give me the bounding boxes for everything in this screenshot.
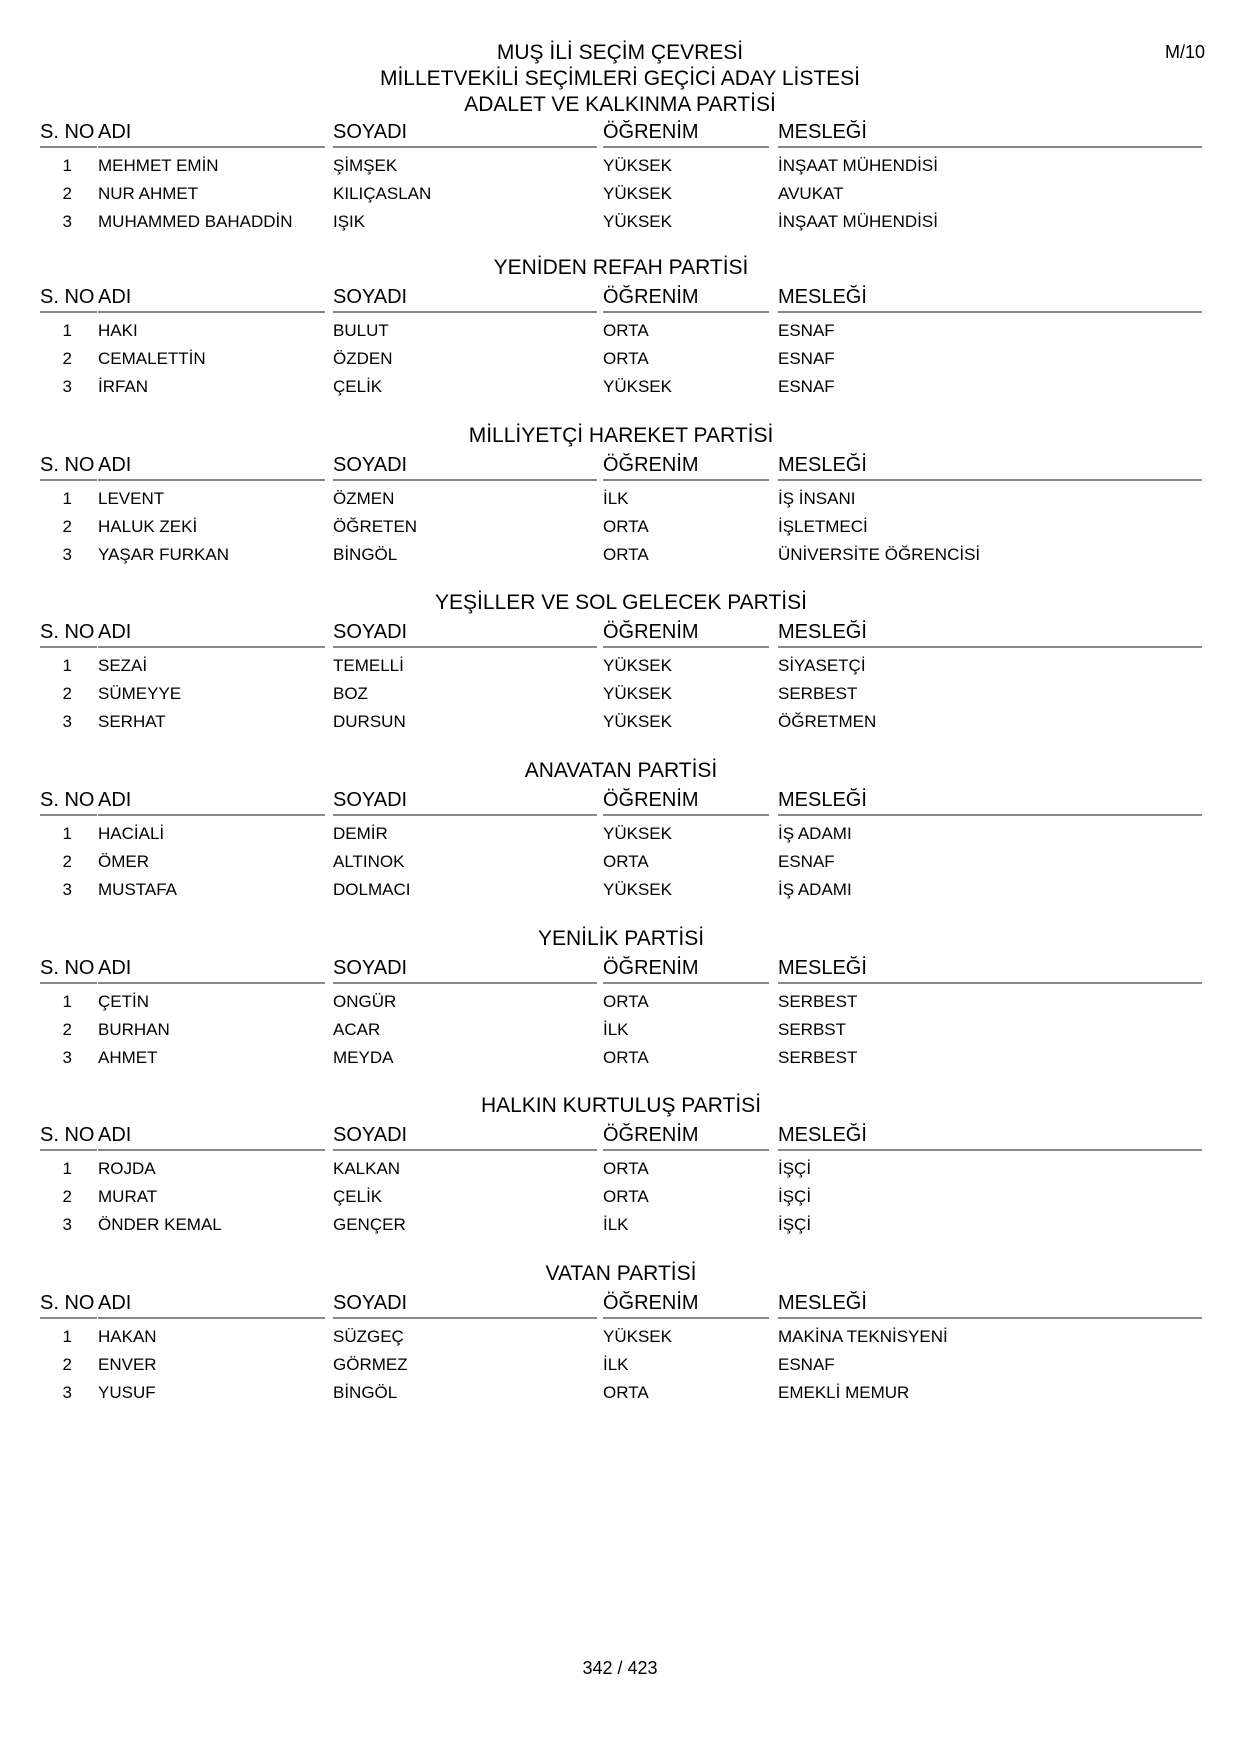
cell-sno: 1 [62, 156, 72, 175]
column-header-meslek: MESLEĞİ [778, 788, 1202, 816]
party-title: HALKIN KURTULUŞ PARTİSİ [480, 1094, 762, 1117]
cell-soyadi: SÜZGEÇ [333, 1327, 404, 1346]
table-row [40, 1048, 1202, 1070]
page-number: 342 / 423 [582, 1658, 658, 1678]
cell-soyadi: GENÇER [333, 1215, 406, 1234]
column-header-soyadi: SOYADI [333, 788, 597, 816]
table-row [40, 545, 1202, 567]
cell-ogrenim: İLK [603, 489, 629, 508]
cell-meslek: ÖĞRETMEN [778, 712, 877, 731]
table-row [40, 684, 1202, 706]
party-title: YEŞİLLER VE SOL GELECEK PARTİSİ [435, 591, 807, 614]
cell-adi: ROJDA [98, 1159, 156, 1178]
cell-adi: MUSTAFA [98, 880, 178, 899]
cell-sno: 2 [62, 1020, 72, 1039]
column-header-adi: ADI [98, 956, 325, 984]
cell-ogrenim: YÜKSEK [603, 156, 672, 175]
party-title: ANAVATAN PARTİSİ [524, 759, 718, 782]
cell-meslek: SİYASETÇİ [778, 656, 866, 675]
table-row [40, 992, 1202, 1014]
column-header-ogrenim: ÖĞRENİM [603, 453, 769, 481]
column-header-adi: ADI [98, 120, 325, 148]
cell-soyadi: ŞİMŞEK [333, 156, 398, 175]
page-code: M/10 [1164, 42, 1205, 62]
table-row [40, 880, 1202, 902]
cell-adi: CEMALETTİN [98, 349, 206, 368]
cell-ogrenim: ORTA [603, 517, 649, 536]
column-header-ogrenim: ÖĞRENİM [603, 788, 769, 816]
cell-meslek: ÜNİVERSİTE ÖĞRENCİSİ [778, 545, 981, 564]
column-header-sno: S. NO [40, 453, 97, 481]
cell-meslek: ESNAF [778, 1355, 835, 1374]
column-header-adi: ADI [98, 620, 325, 648]
cell-soyadi: BİNGÖL [333, 1383, 398, 1402]
cell-meslek: İŞ ADAMI [778, 824, 852, 843]
cell-sno: 2 [62, 1187, 72, 1206]
column-header-soyadi: SOYADI [333, 453, 597, 481]
column-header-sno: S. NO [40, 620, 97, 648]
cell-meslek: İŞ ADAMI [778, 880, 852, 899]
column-header-soyadi: SOYADI [333, 285, 597, 313]
cell-adi: YUSUF [98, 1383, 156, 1402]
cell-sno: 2 [62, 184, 72, 203]
cell-adi: MURAT [98, 1187, 158, 1206]
cell-sno: 2 [62, 517, 72, 536]
cell-meslek: EMEKLİ MEMUR [778, 1383, 910, 1402]
table-row [40, 852, 1202, 874]
table-row [40, 321, 1202, 343]
column-header-meslek: MESLEĞİ [778, 1123, 1202, 1151]
cell-ogrenim: YÜKSEK [603, 377, 672, 396]
column-header-adi: ADI [98, 1291, 325, 1319]
cell-sno: 2 [62, 349, 72, 368]
cell-soyadi: ÖZDEN [333, 349, 393, 368]
party-title: YENİDEN REFAH PARTİSİ [493, 256, 749, 279]
cell-soyadi: MEYDA [333, 1048, 394, 1067]
header-line-2: MİLLETVEKİLİ SEÇİMLERİ GEÇİCİ ADAY LİSTESİ [379, 67, 861, 90]
cell-sno: 3 [62, 1048, 72, 1067]
column-header-sno: S. NO [40, 788, 97, 816]
cell-adi: ÖNDER KEMAL [98, 1215, 222, 1234]
column-header-sno: S. NO [40, 1123, 97, 1151]
cell-ogrenim: YÜKSEK [603, 712, 672, 731]
cell-ogrenim: ORTA [603, 1159, 649, 1178]
cell-meslek: SERBST [778, 1020, 847, 1039]
cell-adi: HALUK ZEKİ [98, 517, 198, 536]
cell-soyadi: ONGÜR [333, 992, 397, 1011]
table-row [40, 1215, 1202, 1237]
document-header [0, 40, 1240, 118]
column-header-soyadi: SOYADI [333, 1291, 597, 1319]
party-title: MİLLİYETÇİ HAREKET PARTİSİ [468, 424, 774, 447]
cell-soyadi: ÖĞRETEN [333, 517, 418, 536]
cell-soyadi: KALKAN [333, 1159, 401, 1178]
cell-adi: NUR AHMET [98, 184, 199, 203]
cell-meslek: İŞÇİ [778, 1187, 812, 1206]
table-row [40, 1383, 1202, 1405]
cell-sno: 3 [62, 545, 72, 564]
cell-adi: SÜMEYYE [98, 684, 182, 703]
cell-ogrenim: YÜKSEK [603, 684, 672, 703]
cell-sno: 3 [62, 377, 72, 396]
cell-ogrenim: YÜKSEK [603, 184, 672, 203]
table-row [40, 1020, 1202, 1042]
cell-adi: HAKI [98, 321, 138, 340]
cell-meslek: İŞÇİ [778, 1215, 812, 1234]
column-header-adi: ADI [98, 788, 325, 816]
column-header-soyadi: SOYADI [333, 956, 597, 984]
cell-meslek: ESNAF [778, 321, 835, 340]
party-section [40, 1093, 1202, 1281]
column-header-adi: ADI [98, 285, 325, 313]
cell-sno: 3 [62, 880, 72, 899]
table-row [40, 1355, 1202, 1377]
cell-meslek: SERBEST [778, 992, 858, 1011]
cell-adi: YAŞAR FURKAN [98, 545, 229, 564]
column-header-meslek: MESLEĞİ [778, 620, 1202, 648]
column-header-meslek: MESLEĞİ [778, 453, 1202, 481]
table-row [40, 349, 1202, 371]
column-header-ogrenim: ÖĞRENİM [603, 285, 769, 313]
cell-adi: BURHAN [98, 1020, 170, 1039]
column-header-sno: S. NO [40, 956, 97, 984]
column-header-ogrenim: ÖĞRENİM [603, 956, 769, 984]
party-title: YENİLİK PARTİSİ [537, 927, 705, 950]
cell-sno: 1 [62, 992, 72, 1011]
cell-adi: HACİALİ [98, 824, 165, 843]
header-line-1: MUŞ İLİ SEÇİM ÇEVRESİ [496, 41, 744, 64]
cell-soyadi: BİNGÖL [333, 545, 398, 564]
column-header-meslek: MESLEĞİ [778, 285, 1202, 313]
cell-adi: ENVER [98, 1355, 157, 1374]
column-header-meslek: MESLEĞİ [778, 956, 1202, 984]
cell-adi: ÇETİN [98, 992, 149, 1011]
table-row [40, 1187, 1202, 1209]
cell-soyadi: ÇELİK [333, 377, 383, 396]
cell-ogrenim: ORTA [603, 1187, 649, 1206]
cell-ogrenim: YÜKSEK [603, 1327, 672, 1346]
table-row [40, 212, 1202, 234]
cell-adi: MEHMET EMİN [98, 156, 219, 175]
cell-meslek: İNŞAAT MÜHENDİSİ [778, 212, 938, 231]
cell-soyadi: GÖRMEZ [333, 1355, 408, 1374]
cell-sno: 3 [62, 712, 72, 731]
table-row [40, 489, 1202, 511]
cell-sno: 3 [62, 1215, 72, 1234]
cell-sno: 3 [62, 1383, 72, 1402]
cell-ogrenim: ORTA [603, 1383, 649, 1402]
column-header-sno: S. NO [40, 1291, 97, 1319]
column-header-adi: ADI [98, 1123, 325, 1151]
party-section [40, 1261, 1202, 1449]
table-row [40, 156, 1202, 178]
cell-ogrenim: YÜKSEK [603, 880, 672, 899]
cell-meslek: İŞLETMECİ [778, 517, 868, 536]
column-header-adi: ADI [98, 453, 325, 481]
table-row [40, 184, 1202, 206]
cell-ogrenim: ORTA [603, 852, 649, 871]
column-header-meslek: MESLEĞİ [778, 1291, 1202, 1319]
cell-soyadi: TEMELLİ [333, 656, 404, 675]
first-party-title: ADALET VE KALKINMA PARTİSİ [464, 93, 776, 116]
column-header-meslek: MESLEĞİ [778, 120, 1202, 148]
cell-ogrenim: YÜKSEK [603, 656, 672, 675]
table-row [40, 712, 1202, 734]
table-row [40, 656, 1202, 678]
cell-meslek: İŞ İNSANI [778, 489, 856, 508]
table-row [40, 377, 1202, 399]
cell-ogrenim: ORTA [603, 992, 649, 1011]
cell-soyadi: DOLMACI [333, 880, 411, 899]
party-section [40, 255, 1202, 443]
cell-meslek: İŞÇİ [778, 1159, 812, 1178]
cell-adi: ÖMER [98, 852, 149, 871]
cell-sno: 1 [62, 321, 72, 340]
cell-soyadi: BOZ [333, 684, 368, 703]
cell-soyadi: KILIÇASLAN [333, 184, 432, 203]
column-header-soyadi: SOYADI [333, 120, 597, 148]
column-header-soyadi: SOYADI [333, 1123, 597, 1151]
cell-meslek: ESNAF [778, 349, 835, 368]
cell-meslek: MAKİNA TEKNİSYENİ [778, 1327, 948, 1346]
cell-ogrenim: İLK [603, 1215, 629, 1234]
party-section [40, 423, 1202, 611]
cell-adi: HAKAN [98, 1327, 157, 1346]
cell-sno: 2 [62, 852, 72, 871]
cell-ogrenim: ORTA [603, 545, 649, 564]
column-header-sno: S. NO [40, 285, 97, 313]
table-row [40, 1159, 1202, 1181]
party-title: VATAN PARTİSİ [545, 1262, 697, 1285]
cell-sno: 3 [62, 212, 72, 231]
cell-ogrenim: YÜKSEK [603, 824, 672, 843]
cell-adi: AHMET [98, 1048, 158, 1067]
cell-adi: İRFAN [98, 377, 149, 396]
cell-soyadi: DURSUN [333, 712, 406, 731]
cell-ogrenim: ORTA [603, 1048, 649, 1067]
cell-soyadi: ÖZMEN [333, 489, 395, 508]
cell-ogrenim: YÜKSEK [603, 212, 672, 231]
cell-sno: 1 [62, 656, 72, 675]
table-row [40, 824, 1202, 846]
party-section [40, 590, 1202, 778]
cell-sno: 1 [62, 824, 72, 843]
cell-soyadi: BULUT [333, 321, 389, 340]
cell-soyadi: DEMİR [333, 824, 388, 843]
cell-meslek: SERBEST [778, 684, 858, 703]
cell-ogrenim: ORTA [603, 349, 649, 368]
table-row [40, 1327, 1202, 1349]
cell-meslek: ESNAF [778, 377, 835, 396]
cell-ogrenim: İLK [603, 1355, 629, 1374]
column-header-sno: S. NO [40, 120, 97, 148]
cell-ogrenim: ORTA [603, 321, 649, 340]
cell-soyadi: IŞIK [333, 212, 366, 231]
cell-sno: 2 [62, 684, 72, 703]
cell-meslek: SERBEST [778, 1048, 858, 1067]
cell-adi: SEZAİ [98, 656, 148, 675]
column-header-soyadi: SOYADI [333, 620, 597, 648]
cell-sno: 1 [62, 489, 72, 508]
column-header-ogrenim: ÖĞRENİM [603, 620, 769, 648]
column-header-ogrenim: ÖĞRENİM [603, 1291, 769, 1319]
party-section [40, 926, 1202, 1114]
column-header-ogrenim: ÖĞRENİM [603, 1123, 769, 1151]
cell-ogrenim: İLK [603, 1020, 629, 1039]
table-row [40, 517, 1202, 539]
cell-adi: MUHAMMED BAHADDİN [98, 212, 293, 231]
cell-meslek: İNŞAAT MÜHENDİSİ [778, 156, 938, 175]
cell-meslek: ESNAF [778, 852, 835, 871]
cell-adi: LEVENT [98, 489, 165, 508]
cell-meslek: AVUKAT [778, 184, 844, 203]
cell-adi: SERHAT [98, 712, 166, 731]
cell-soyadi: ALTINOK [333, 852, 405, 871]
column-header-ogrenim: ÖĞRENİM [603, 120, 769, 148]
cell-sno: 1 [62, 1327, 72, 1346]
cell-soyadi: ACAR [333, 1020, 381, 1039]
party-section [40, 758, 1202, 946]
cell-sno: 1 [62, 1159, 72, 1178]
cell-soyadi: ÇELİK [333, 1187, 383, 1206]
cell-sno: 2 [62, 1355, 72, 1374]
